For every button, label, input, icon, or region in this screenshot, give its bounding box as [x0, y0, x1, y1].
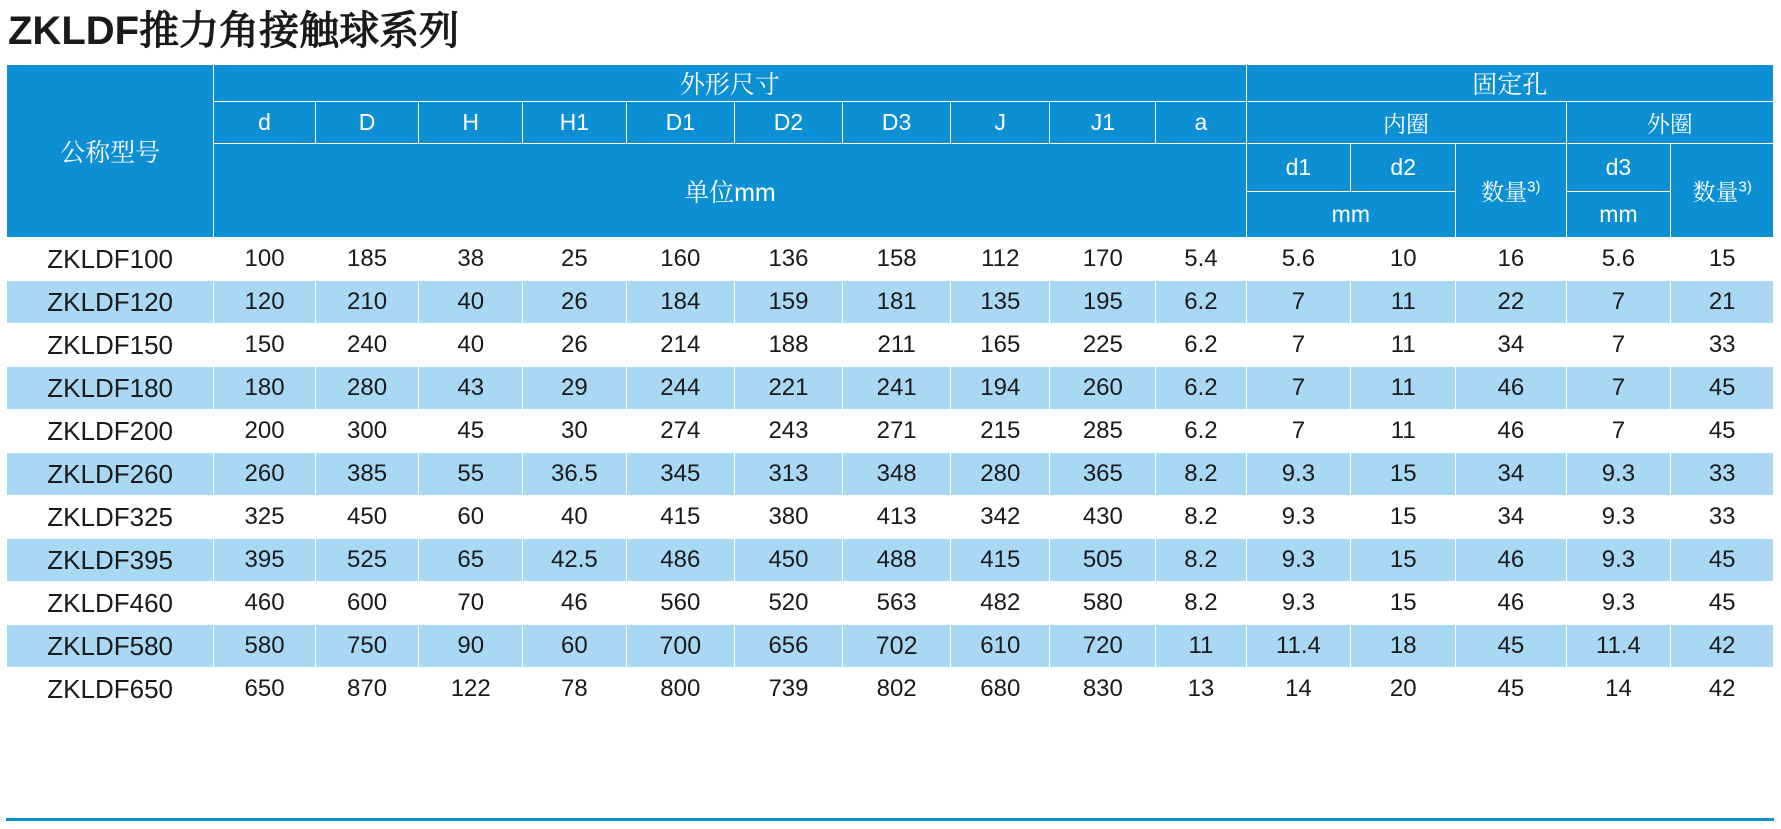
cell-model: ZKLDF260: [7, 453, 214, 496]
table-row: [7, 281, 1774, 324]
cell-D1: 244: [626, 367, 734, 410]
cell-H1: 30: [523, 410, 627, 453]
cell-D1: 214: [626, 324, 734, 367]
cell-H: 45: [419, 410, 523, 453]
cell-d3: 11.4: [1566, 625, 1671, 668]
cell-d2: 18: [1351, 625, 1456, 668]
cell-D3: 413: [843, 496, 951, 539]
cell-d2: 11: [1351, 367, 1456, 410]
header-unit-mm: 单位mm: [214, 144, 1246, 238]
cell-model: ZKLDF180: [7, 367, 214, 410]
cell-J: 280: [951, 453, 1050, 496]
cell-H1: 78: [523, 668, 627, 711]
cell-a: 11: [1156, 625, 1246, 668]
table-row: [7, 238, 1774, 281]
cell-J1: 830: [1050, 668, 1156, 711]
cell-J: 215: [951, 410, 1050, 453]
header-col-H: H: [419, 102, 523, 144]
cell-D: 525: [315, 539, 419, 582]
cell-H1: 36.5: [523, 453, 627, 496]
cell-d3: 9.3: [1566, 496, 1671, 539]
header-model: 公称型号: [7, 65, 214, 238]
cell-qty-outer: 42: [1671, 625, 1774, 668]
cell-D1: 274: [626, 410, 734, 453]
cell-model: ZKLDF150: [7, 324, 214, 367]
cell-d1: 7: [1246, 367, 1351, 410]
header-qty-inner-label: 数量: [1481, 179, 1528, 205]
cell-d3: 14: [1566, 668, 1671, 711]
header-row-units-and-holes: [7, 144, 1774, 192]
cell-d3: 9.3: [1566, 539, 1671, 582]
cell-D: 210: [315, 281, 419, 324]
cell-a: 5.4: [1156, 238, 1246, 281]
cell-d: 100: [214, 238, 315, 281]
cell-J: 415: [951, 539, 1050, 582]
cell-model: ZKLDF650: [7, 668, 214, 711]
cell-d2: 20: [1351, 668, 1456, 711]
cell-H1: 60: [523, 625, 627, 668]
cell-d3: 5.6: [1566, 238, 1671, 281]
cell-qty-outer: 33: [1671, 496, 1774, 539]
cell-D: 750: [315, 625, 419, 668]
cell-D2: 243: [734, 410, 842, 453]
header-row-columns: [7, 102, 1774, 144]
cell-H: 40: [419, 281, 523, 324]
cell-J1: 225: [1050, 324, 1156, 367]
header-col-D2: D2: [734, 102, 842, 144]
cell-d2: 10: [1351, 238, 1456, 281]
cell-D2: 313: [734, 453, 842, 496]
cell-d2: 15: [1351, 539, 1456, 582]
cell-d1: 7: [1246, 324, 1351, 367]
cell-model: ZKLDF580: [7, 625, 214, 668]
cell-D: 870: [315, 668, 419, 711]
cell-D2: 188: [734, 324, 842, 367]
header-qty-outer-footnote: 3): [1738, 178, 1752, 196]
cell-d: 325: [214, 496, 315, 539]
cell-qty-outer: 45: [1671, 539, 1774, 582]
cell-J: 482: [951, 582, 1050, 625]
cell-D: 240: [315, 324, 419, 367]
cell-qty-inner: 16: [1456, 238, 1566, 281]
cell-J: 194: [951, 367, 1050, 410]
cell-J1: 195: [1050, 281, 1156, 324]
cell-D2: 136: [734, 238, 842, 281]
cell-a: 6.2: [1156, 410, 1246, 453]
cell-d: 395: [214, 539, 315, 582]
cell-H: 38: [419, 238, 523, 281]
header-group-dimensions: 外形尺寸: [214, 65, 1246, 102]
cell-d: 260: [214, 453, 315, 496]
table-row: [7, 367, 1774, 410]
cell-J1: 505: [1050, 539, 1156, 582]
cell-d: 650: [214, 668, 315, 711]
cell-J1: 260: [1050, 367, 1156, 410]
cell-D3: 802: [843, 668, 951, 711]
header-unit-mm-outer: mm: [1566, 192, 1671, 238]
cell-D2: 739: [734, 668, 842, 711]
cell-J: 680: [951, 668, 1050, 711]
cell-H1: 29: [523, 367, 627, 410]
cell-d: 150: [214, 324, 315, 367]
cell-a: 6.2: [1156, 324, 1246, 367]
cell-D1: 160: [626, 238, 734, 281]
cell-d3: 9.3: [1566, 453, 1671, 496]
table-bottom-rule: [6, 818, 1774, 821]
cell-qty-outer: 45: [1671, 410, 1774, 453]
header-col-D: D: [315, 102, 419, 144]
header-inner-ring: 内圈: [1246, 102, 1566, 144]
cell-H1: 40: [523, 496, 627, 539]
header-col-H1: H1: [523, 102, 627, 144]
cell-J: 112: [951, 238, 1050, 281]
table-row: [7, 539, 1774, 582]
cell-d1: 7: [1246, 410, 1351, 453]
cell-H1: 26: [523, 324, 627, 367]
cell-D3: 488: [843, 539, 951, 582]
cell-H: 43: [419, 367, 523, 410]
cell-d1: 14: [1246, 668, 1351, 711]
table-row: [7, 496, 1774, 539]
cell-D: 280: [315, 367, 419, 410]
cell-d: 180: [214, 367, 315, 410]
cell-D2: 656: [734, 625, 842, 668]
cell-qty-inner: 46: [1456, 410, 1566, 453]
cell-D: 450: [315, 496, 419, 539]
header-col-d3: d3: [1566, 144, 1671, 192]
cell-J1: 170: [1050, 238, 1156, 281]
cell-D1: 800: [626, 668, 734, 711]
cell-H1: 42.5: [523, 539, 627, 582]
cell-D1: 700: [626, 625, 734, 668]
cell-model: ZKLDF100: [7, 238, 214, 281]
cell-H: 65: [419, 539, 523, 582]
cell-D3: 563: [843, 582, 951, 625]
cell-D: 600: [315, 582, 419, 625]
header-col-d: d: [214, 102, 315, 144]
cell-a: 13: [1156, 668, 1246, 711]
header-qty-outer-label: 数量: [1692, 179, 1739, 205]
cell-D3: 348: [843, 453, 951, 496]
cell-model: ZKLDF325: [7, 496, 214, 539]
header-group-mounting-holes: 固定孔: [1246, 65, 1773, 102]
cell-J: 165: [951, 324, 1050, 367]
table-row: [7, 625, 1774, 668]
header-col-a: a: [1156, 102, 1246, 144]
cell-qty-inner: 34: [1456, 324, 1566, 367]
cell-qty-inner: 45: [1456, 625, 1566, 668]
header-outer-ring: 外圈: [1566, 102, 1773, 144]
cell-d2: 15: [1351, 582, 1456, 625]
cell-d1: 9.3: [1246, 453, 1351, 496]
cell-d1: 11.4: [1246, 625, 1351, 668]
header-row-groups: [7, 65, 1774, 102]
cell-d: 580: [214, 625, 315, 668]
cell-H: 90: [419, 625, 523, 668]
cell-D2: 450: [734, 539, 842, 582]
header-col-d2: d2: [1351, 144, 1456, 192]
cell-d3: 7: [1566, 410, 1671, 453]
cell-H: 122: [419, 668, 523, 711]
cell-model: ZKLDF200: [7, 410, 214, 453]
header-col-J1: J1: [1050, 102, 1156, 144]
table-row: [7, 453, 1774, 496]
cell-D3: 158: [843, 238, 951, 281]
header-col-D3: D3: [843, 102, 951, 144]
cell-d1: 7: [1246, 281, 1351, 324]
cell-J: 342: [951, 496, 1050, 539]
cell-D1: 345: [626, 453, 734, 496]
table-body: [7, 238, 1774, 711]
cell-J1: 430: [1050, 496, 1156, 539]
cell-H: 70: [419, 582, 523, 625]
cell-d2: 11: [1351, 281, 1456, 324]
cell-J1: 720: [1050, 625, 1156, 668]
table-header: [7, 65, 1774, 238]
table-row: [7, 668, 1774, 711]
cell-D3: 241: [843, 367, 951, 410]
header-col-d1: d1: [1246, 144, 1351, 192]
cell-d1: 9.3: [1246, 496, 1351, 539]
cell-qty-inner: 46: [1456, 539, 1566, 582]
cell-D: 185: [315, 238, 419, 281]
cell-qty-inner: 46: [1456, 582, 1566, 625]
cell-d2: 15: [1351, 453, 1456, 496]
cell-H: 55: [419, 453, 523, 496]
cell-d: 120: [214, 281, 315, 324]
cell-H1: 46: [523, 582, 627, 625]
header-unit-mm-inner: mm: [1246, 192, 1456, 238]
cell-qty-inner: 22: [1456, 281, 1566, 324]
cell-a: 8.2: [1156, 582, 1246, 625]
cell-a: 6.2: [1156, 367, 1246, 410]
cell-qty-outer: 33: [1671, 453, 1774, 496]
cell-D1: 415: [626, 496, 734, 539]
cell-model: ZKLDF395: [7, 539, 214, 582]
header-col-D1: D1: [626, 102, 734, 144]
cell-model: ZKLDF120: [7, 281, 214, 324]
cell-D2: 520: [734, 582, 842, 625]
header-col-qty-outer: [1671, 144, 1774, 238]
cell-qty-outer: 15: [1671, 238, 1774, 281]
page-title: ZKLDF推力角接触球系列: [8, 9, 460, 53]
cell-d2: 11: [1351, 410, 1456, 453]
cell-D3: 181: [843, 281, 951, 324]
cell-J: 610: [951, 625, 1050, 668]
cell-D: 385: [315, 453, 419, 496]
cell-H: 60: [419, 496, 523, 539]
cell-D2: 380: [734, 496, 842, 539]
cell-d2: 15: [1351, 496, 1456, 539]
cell-qty-inner: 46: [1456, 367, 1566, 410]
cell-qty-inner: 34: [1456, 496, 1566, 539]
cell-qty-inner: 45: [1456, 668, 1566, 711]
cell-D3: 211: [843, 324, 951, 367]
cell-J1: 365: [1050, 453, 1156, 496]
cell-H1: 25: [523, 238, 627, 281]
cell-d3: 7: [1566, 281, 1671, 324]
cell-a: 6.2: [1156, 281, 1246, 324]
cell-D: 300: [315, 410, 419, 453]
cell-qty-outer: 33: [1671, 324, 1774, 367]
cell-a: 8.2: [1156, 539, 1246, 582]
cell-a: 8.2: [1156, 496, 1246, 539]
cell-model: ZKLDF460: [7, 582, 214, 625]
cell-d1: 9.3: [1246, 539, 1351, 582]
table-row: [7, 410, 1774, 453]
cell-qty-outer: 21: [1671, 281, 1774, 324]
cell-d1: 5.6: [1246, 238, 1351, 281]
cell-d1: 9.3: [1246, 582, 1351, 625]
cell-D2: 159: [734, 281, 842, 324]
cell-J1: 285: [1050, 410, 1156, 453]
cell-D1: 560: [626, 582, 734, 625]
header-col-qty-inner: [1456, 144, 1566, 238]
cell-d: 460: [214, 582, 315, 625]
header-qty-inner-footnote: 3): [1527, 178, 1541, 196]
cell-D2: 221: [734, 367, 842, 410]
cell-d3: 7: [1566, 367, 1671, 410]
cell-D3: 702: [843, 625, 951, 668]
cell-J1: 580: [1050, 582, 1156, 625]
cell-d: 200: [214, 410, 315, 453]
cell-qty-outer: 45: [1671, 582, 1774, 625]
cell-d2: 11: [1351, 324, 1456, 367]
cell-D1: 184: [626, 281, 734, 324]
cell-d3: 7: [1566, 324, 1671, 367]
specification-table: [6, 64, 1774, 711]
cell-qty-outer: 45: [1671, 367, 1774, 410]
cell-D1: 486: [626, 539, 734, 582]
cell-a: 8.2: [1156, 453, 1246, 496]
cell-D3: 271: [843, 410, 951, 453]
cell-H: 40: [419, 324, 523, 367]
table-row: [7, 324, 1774, 367]
cell-d3: 9.3: [1566, 582, 1671, 625]
cell-qty-inner: 34: [1456, 453, 1566, 496]
cell-H1: 26: [523, 281, 627, 324]
header-col-J: J: [951, 102, 1050, 144]
table-row: [7, 582, 1774, 625]
cell-J: 135: [951, 281, 1050, 324]
cell-qty-outer: 42: [1671, 668, 1774, 711]
